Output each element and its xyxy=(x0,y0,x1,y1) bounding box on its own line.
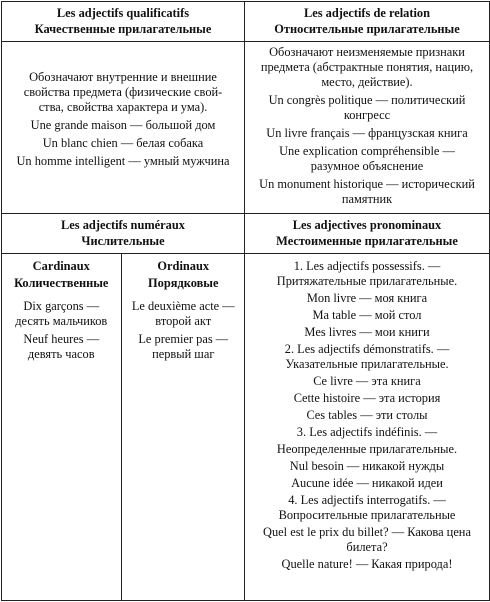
cardinaux-example: Neuf heures — девять часов xyxy=(23,332,100,361)
numeraux-title-fr: Les adjectifs numéraux xyxy=(61,218,185,232)
relation-example: Une explication compréhensible — разумное объяснение xyxy=(279,144,455,173)
pronominaux-item: Неопределенные прилагательные. xyxy=(276,442,458,456)
pronominaux-item: Nul besoin — никакой нужды xyxy=(289,459,445,473)
pronominaux-title-ru: Местоименные прилагательные xyxy=(276,234,458,248)
relation-title-fr: Les adjectifs de relation xyxy=(303,6,431,20)
qualificatifs-body-cell xyxy=(2,42,245,214)
cardinaux-title-fr: Cardinaux xyxy=(32,259,90,273)
numeraux-subtable xyxy=(2,254,245,600)
numeraux-title-ru: Числительные xyxy=(81,234,165,248)
qualificatifs-example: Un homme intelligent — умный мужчина xyxy=(16,154,230,168)
relation-header-cell xyxy=(245,2,490,42)
qualificatifs-title-ru: Качественные прилагательные xyxy=(34,22,212,36)
qualificatifs-header-cell xyxy=(2,2,245,42)
relation-body-cell xyxy=(245,42,490,214)
numeraux-body-cell xyxy=(2,254,245,601)
numeraux-header-cell xyxy=(2,214,245,254)
relation-example: Un livre français — французская книга xyxy=(266,126,468,140)
pronominaux-item: Cette histoire — эта история xyxy=(293,391,441,405)
cardinaux-example: Dix garçons — десять мальчиков xyxy=(15,299,108,328)
pronominaux-body-cell xyxy=(245,254,490,601)
pronominaux-item: 4. Les adjectifs interrogatifs. — Вопросительные прилагательные xyxy=(278,493,456,522)
pronominaux-item: 2. Les adjectifs démonstratifs. — Указательные прилагательные. xyxy=(284,342,450,371)
ordinaux-title-ru: Порядковые xyxy=(148,276,219,290)
cardinaux-cell xyxy=(2,254,121,600)
qualificatifs-title-fr: Les adjectifs qualificatifs xyxy=(56,6,190,20)
ordinaux-title-fr: Ordinaux xyxy=(157,259,210,273)
relation-description: Обозначают неизменяемые признаки предмета (абстрактные понятия, нацию, место, действие). xyxy=(260,45,474,89)
ordinaux-example: Le deuxième acte — второй акт xyxy=(131,299,235,328)
qualificatifs-example: Un blanc chien — белая собака xyxy=(42,136,204,150)
qualificatifs-description: Обозначают внутренние и внешние свойства предмета (физические свой- ства, свойства характера и ума). xyxy=(23,70,223,114)
pronominaux-item: Ma table — мой стол xyxy=(312,308,422,322)
ordinaux-cell xyxy=(121,254,245,600)
qualificatifs-example: Une grande maison — большой дом xyxy=(30,118,216,132)
pronominaux-title-fr: Les adjectives pronominaux xyxy=(292,218,442,232)
pronominaux-item: Quelle nature! — Какая природа! xyxy=(281,557,453,571)
cardinaux-title-ru: Количественные xyxy=(14,276,109,290)
relation-example: Un congrès politique — политический конгресс xyxy=(268,93,466,122)
pronominaux-item: 1. Les adjectifs possessifs. — Притяжательные прилагательные. xyxy=(276,259,458,288)
pronominaux-item: Ces tables — эти столы xyxy=(306,408,428,422)
relation-example: Un monument historique — исторический памятник xyxy=(259,177,475,206)
pronominaux-item: Aucune idée — никакой идеи xyxy=(291,476,443,490)
pronominaux-header-cell xyxy=(245,214,490,254)
pronominaux-item: 3. Les adjectifs indéfinis. — xyxy=(296,425,438,439)
relation-title-ru: Относительные прилагательные xyxy=(274,22,460,36)
pronominaux-item: Mon livre — моя книга xyxy=(306,291,428,305)
pronominaux-item: Ce livre — эта книга xyxy=(313,374,421,388)
ordinaux-example: Le premier pas — первый шаг xyxy=(138,332,229,361)
adjectives-table xyxy=(1,1,490,601)
pronominaux-item: Mes livres — мои книги xyxy=(304,325,430,339)
pronominaux-item: Quel est le prix du billet? — Какова цена билета? xyxy=(263,525,471,554)
